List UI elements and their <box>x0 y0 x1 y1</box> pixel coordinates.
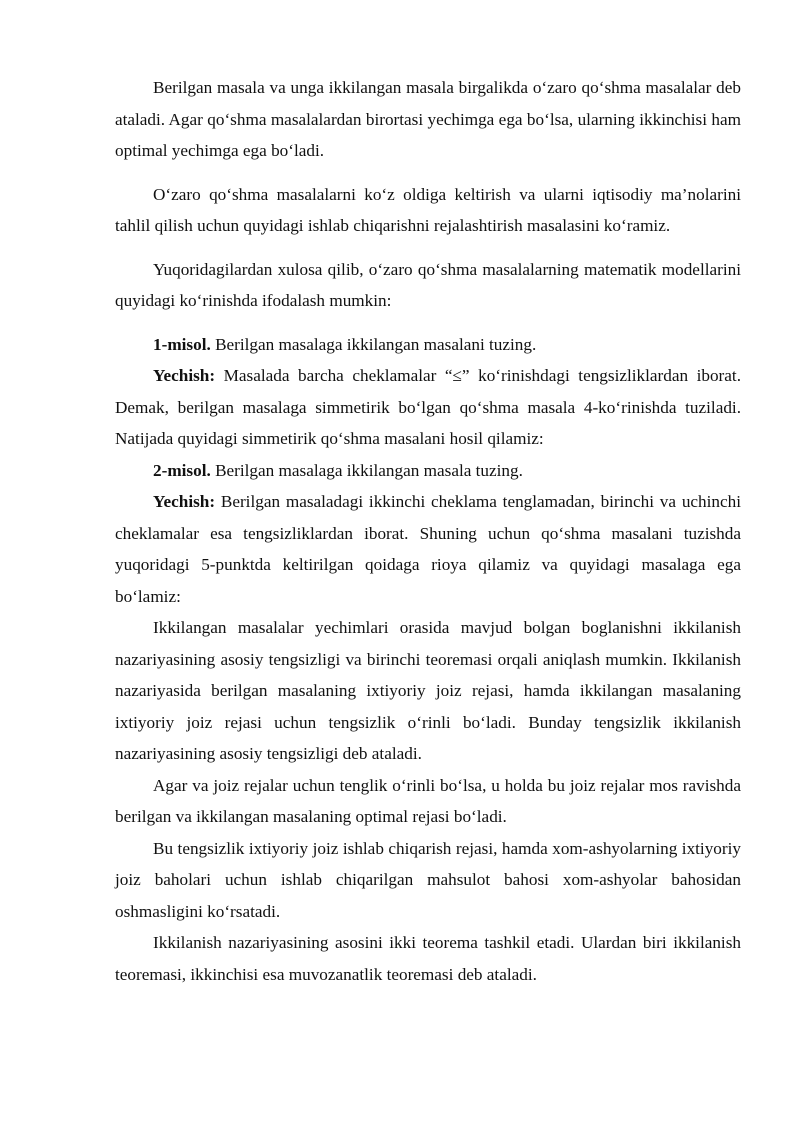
paragraph-economic-meaning <box>115 179 741 242</box>
example-label: 1-misol. <box>153 334 211 354</box>
paragraph-text: Ikkilangan masalalar yechimlari orasida mavjud bolgan boglanishni ikkilanish nazariyasining asosiy tengsizligi va birinchi teoremasi orqali aniqlash mumkin. Ikkilanish nazariyasida berilgan masalaning ixtiyoriy joiz rejasi, hamda ikkilangan masalaning ixtiyoriy joiz rejasi uchun tengsizlik o‘rinli bo‘ladi. Bunday tengsizlik ikkilanish nazariyasining asosiy tengsizligi deb ataladi. <box>115 618 741 763</box>
paragraph-text: Berilgan masalaga ikkilangan masalani tuzing. <box>210 334 537 354</box>
paragraph-duality-inequality <box>115 612 741 770</box>
paragraph-optimal-plans <box>115 770 741 833</box>
paragraph-inequality-meaning <box>115 833 741 928</box>
paragraph-text: Agar va joiz rejalar uchun tenglik o‘rinli bo‘lsa, u holda bu joiz rejalar mos ravishda berilgan va ikkilangan masalaning optimal rejasi bo‘ladi. <box>115 775 741 826</box>
paragraph-two-theorems <box>115 927 741 990</box>
document-page <box>115 72 741 990</box>
paragraph-example-1 <box>115 329 741 361</box>
paragraph-text: Masalada barcha cheklamalar “≤” ko‘rinishdagi tengsizliklardan iborat. Demak, berilgan masalaga simmetirik bo‘lgan qo‘shma masala 4-ko‘rinishda tuziladi. Natijada quyidagi simmetirik qo‘shma masalani hosil qilamiz: <box>115 366 741 448</box>
paragraph-text: Berilgan masalaga ikkilangan masala tuzing. <box>210 460 523 480</box>
solution-label: Yechish: <box>153 366 216 385</box>
paragraph-text: Ikkilanish nazariyasining asosini ikki teorema tashkil etadi. Ulardan biri ikkilanish teoremasi, ikkinchisi esa muvozanatlik teoremasi deb ataladi. <box>115 933 741 984</box>
paragraph-text: Berilgan masaladagi ikkinchi cheklama tenglamadan, birinchi va uchinchi cheklamalar esa tengsizliklardan iborat. Shuning uchun qo‘shma masalani tuzishda yuqoridagi 5-punktda keltirilgan qoidaga rioya qilamiz va quyidagi masalaga ega bo‘lamiz: <box>115 492 741 606</box>
paragraph-text: Yuqoridagilardan xulosa qilib, o‘zaro qo‘shma masalalarning matematik modellarini quyidagi ko‘rinishda ifodalash mumkin: <box>115 259 741 310</box>
paragraph-solution-2 <box>115 486 741 612</box>
paragraph-conclusion <box>115 254 741 317</box>
paragraph-solution-1 <box>115 360 741 455</box>
paragraph-text: O‘zaro qo‘shma masalalarni ko‘z oldiga keltirish va ularni iqtisodiy ma’nolarini tahlil qilish uchun quyidagi ishlab chiqarishni rejalashtirish masalasini ko‘ramiz. <box>115 184 741 235</box>
paragraph-dual-problems-definition <box>115 72 741 167</box>
paragraph-text: Berilgan masala va unga ikkilangan masala birgalikda o‘zaro qo‘shma masalalar deb ataladi. Agar qo‘shma masalalardan birortasi yechimga ega bo‘lsa, ularning ikkinchisi ham optimal yechimga ega bo‘ladi. <box>115 78 741 160</box>
paragraph-example-2 <box>115 455 741 487</box>
example-label: 2-misol. <box>153 460 211 480</box>
paragraph-text: Bu tengsizlik ixtiyoriy joiz ishlab chiqarish rejasi, hamda xom-ashyolarning ixtiyoriy joiz baholari uchun ishlab chiqarilgan mahsulot bahosi xom-ashyolar bahosidan oshmasligini ko‘rsatadi. <box>115 838 741 921</box>
solution-label: Yechish: <box>153 492 216 511</box>
